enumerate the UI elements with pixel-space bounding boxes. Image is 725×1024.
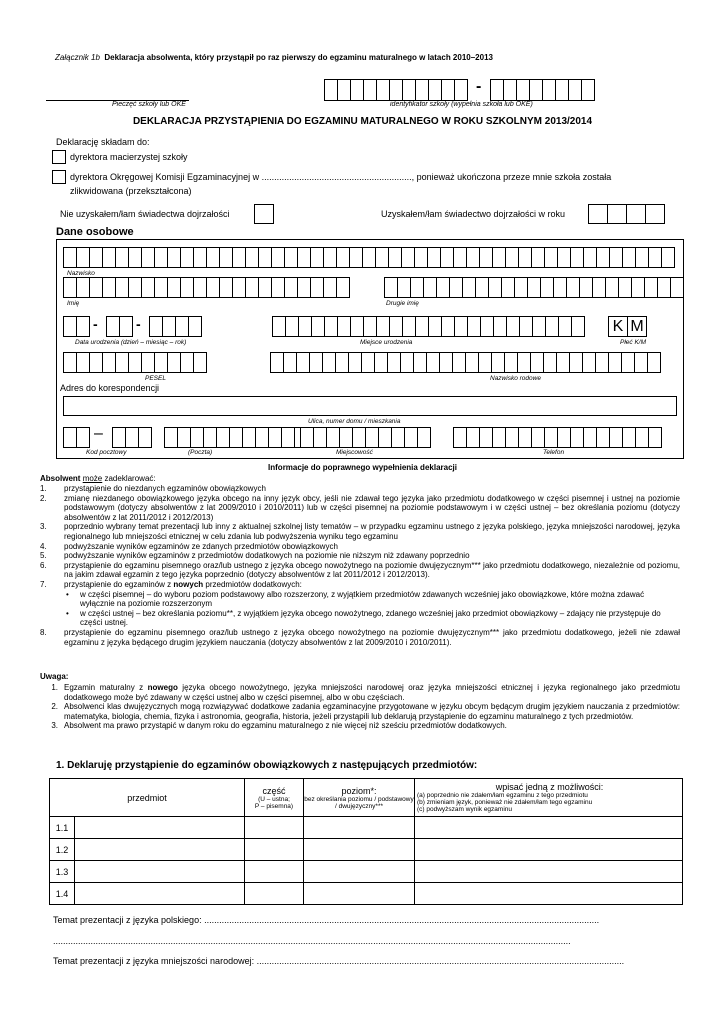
info-item-text: przystąpienie do egzaminów z nowych przedmiotów dodatkowych: bbox=[64, 579, 302, 589]
post-label: (Poczta) bbox=[188, 449, 213, 456]
birth-day-grid[interactable] bbox=[63, 316, 89, 337]
table-row bbox=[50, 817, 683, 839]
cert-year-grid[interactable] bbox=[588, 204, 664, 224]
level-cell[interactable] bbox=[304, 883, 415, 905]
city-grid[interactable] bbox=[300, 427, 430, 448]
notes-heading: Uwaga: bbox=[40, 672, 69, 681]
option-oke-director-label-2: zlikwidowana (przekształcona) bbox=[70, 186, 192, 196]
info-item: 2. zmianę niezdanego obowiązkowego języka obcego na inny język obcy, jeśli nie zdawał tego języka jako przedmiotu dodatkowego w części pisemnej i ustnej na poziomie podstawowym (dotyczy absolwentów z lat 2009/2010 i 2010/2011) lub w części pisemnej na poziomie podstawowym i w części ustnej – bez określania poziomu (dotyczy absolwentów z lat 2011/2012 i 2012/2013) bbox=[40, 493, 680, 522]
postal-code-a-grid[interactable] bbox=[63, 427, 89, 448]
subject-cell[interactable] bbox=[75, 817, 245, 839]
cert-not-obtained-box[interactable] bbox=[254, 204, 274, 224]
sex-m-box[interactable]: M bbox=[627, 316, 647, 337]
subject-cell[interactable] bbox=[75, 861, 245, 883]
postal-code-label: Kod pocztowy bbox=[86, 449, 127, 456]
row-number: 1.1 bbox=[50, 817, 75, 839]
sex-label: Płeć K/M bbox=[620, 339, 647, 346]
info-item: 7. przystąpienie do egzaminów z nowych przedmiotów dodatkowych: bbox=[40, 580, 680, 590]
attachment-header bbox=[55, 53, 493, 62]
first-name-label: Imię bbox=[67, 300, 80, 307]
info-bullet: • w części pisemnej – do wyboru poziom podstawowy albo rozszerzony, z wyjątkiem przedmiotów zdawanych wcześniej jako obowiązkowe, które można zdawać wyłącznie na poziomie rozszerzonym bbox=[66, 589, 645, 609]
birth-year-grid[interactable] bbox=[149, 316, 201, 337]
city-label: Miejscowość bbox=[336, 449, 373, 456]
pesel-grid[interactable] bbox=[63, 352, 206, 373]
submit-intro: Deklarację składam do: bbox=[56, 137, 150, 147]
birth-month-grid[interactable] bbox=[106, 316, 132, 337]
note-item: 1. Egzamin maturalny z nowego języka obcego nowożytnego, języka mniejszości narodowej oraz języka mniejszości etnicznej i języka regionalnego jako przedmiotu dodatkowego może być zdawany w części ustnej albo w części pisemnej, albo w obu częściach. bbox=[51, 683, 681, 702]
info-item: 1. przystąpienie do niezdanych egzaminów obowiązkowych bbox=[40, 484, 266, 493]
cert-obtained-label: Uzyskałem/łam świadectwo dojrzałości w roku bbox=[381, 209, 566, 219]
info-item: 3. poprzednio wybrany temat prezentacji lub inny z aktualnej szkolnej listy tematów – w przypadku egzaminu ustnego z języka polskiego, języka mniejszości narodowej, języka regionalnego lub mniejszości etnicznej w celu zdania lub podwyższenia wyniku tego egzaminu bbox=[40, 522, 680, 541]
note-item: 3. Absolwent ma prawo przystąpić w danym roku do egzaminu maturalnego z nie więcej niż sześciu przedmiotów dodatkowych. bbox=[51, 721, 507, 731]
phone-label: Telefon bbox=[543, 449, 565, 456]
col-choice-header: wpisać jedną z możliwości: (a) poprzednio nie zdałem/łam egzaminu z tego przedmiotu (b) zmieniam język, ponieważ nie zdałem/łam tego egzaminu (c) podwyższam wynik egzaminu bbox=[415, 779, 683, 817]
post-grid[interactable] bbox=[164, 427, 307, 448]
note-item: 2. Absolwenci klas dwujęzycznych mogą rozwiązywać dodatkowe zadania egzaminacyjne przygotowane w języku obcym będącym drugim językiem nauczania z przedmiotów: matematyka, biologia, chemia, fizyka i astronomia, geografia, historia, jeżeli przystąpili lub deklarują przystąpienie do egzaminu maturalnego z tych przedmiotów. bbox=[51, 702, 680, 721]
part-cell[interactable] bbox=[245, 839, 304, 861]
option-oke-director-checkbox[interactable] bbox=[52, 170, 66, 184]
section1-heading: 1. Deklaruję przystąpienie do egzaminów obowiązkowych z następujących przedmiotów: bbox=[56, 760, 478, 771]
school-id-grid-a[interactable] bbox=[324, 79, 467, 101]
second-name-label: Drugie imię bbox=[386, 300, 419, 307]
info-heading: Informacje do poprawnego wypełnienia deklaracji bbox=[268, 463, 457, 472]
choice-cell[interactable] bbox=[415, 817, 683, 839]
level-cell[interactable] bbox=[304, 817, 415, 839]
level-cell[interactable] bbox=[304, 839, 415, 861]
part-cell[interactable] bbox=[245, 883, 304, 905]
first-name-grid[interactable] bbox=[63, 277, 349, 298]
info-intro: Absolwent może zadeklarować: bbox=[40, 474, 156, 483]
bullet-icon: • bbox=[66, 589, 69, 599]
birth-date-label: Data urodzenia (dzień – miesiąc – rok) bbox=[75, 339, 187, 346]
birth-dash-1: - bbox=[93, 316, 98, 332]
subject-cell[interactable] bbox=[75, 839, 245, 861]
row-number: 1.3 bbox=[50, 861, 75, 883]
col-part-header: część (U – ustna; P – pisemna) bbox=[245, 779, 304, 817]
postal-dash: – bbox=[94, 425, 103, 442]
attachment-title: Deklaracja absolwenta, który przystąpił po raz pierwszy do egzaminu maturalnego w latach 2010–2013 bbox=[104, 53, 493, 62]
birth-place-label: Miejsce urodzenia bbox=[360, 339, 413, 346]
school-id-grid-b[interactable] bbox=[490, 79, 594, 101]
personal-heading: Dane osobowe bbox=[56, 226, 134, 238]
table-row bbox=[50, 839, 683, 861]
part-cell[interactable] bbox=[245, 817, 304, 839]
school-id-dash: - bbox=[476, 78, 482, 95]
option-oke-director-label: dyrektora Okręgowej Komisji Egzaminacyjnej w ............................................................, ponieważ ukończona przeze mnie szkoła została bbox=[70, 172, 612, 182]
stamp-caption: Pieczęć szkoły lub OKE bbox=[112, 101, 186, 108]
option-school-director-checkbox[interactable] bbox=[52, 150, 66, 164]
phone-grid[interactable] bbox=[453, 427, 661, 448]
table-row bbox=[50, 883, 683, 905]
info-item: 4. podwyższanie wyników egzaminów ze zdanych przedmiotów obowiązkowych bbox=[40, 541, 338, 551]
birth-place-grid[interactable] bbox=[272, 316, 584, 337]
surname-grid[interactable] bbox=[63, 247, 674, 268]
birth-dash-2: - bbox=[136, 316, 141, 332]
street-label: Ulica, numer domu / mieszkania bbox=[308, 418, 401, 425]
subjects-table bbox=[49, 778, 683, 905]
address-heading: Adres do korespondencji bbox=[60, 383, 160, 393]
cert-not-obtained-label: Nie uzyskałem/łam świadectwa dojrzałości bbox=[60, 209, 230, 219]
attachment-label: Załącznik 1b bbox=[55, 53, 100, 62]
street-field[interactable] bbox=[63, 396, 677, 416]
school-id-caption: identyfikator szkoły (wypełnia szkoła lub OKE) bbox=[390, 101, 533, 108]
surname-label: Nazwisko bbox=[67, 270, 95, 277]
sex-k-box[interactable]: K bbox=[608, 316, 628, 337]
notes-list bbox=[40, 683, 680, 731]
choice-cell[interactable] bbox=[415, 839, 683, 861]
table-row bbox=[50, 861, 683, 883]
info-bullet: • w części ustnej – bez określania poziomu**, z wyjątkiem języka obcego nowożytnego, zdanego wcześniej jako przedmiot obowiązkowy – zdający nie przystępuje do części ustnej. bbox=[66, 608, 661, 628]
polish-presentation-field[interactable]: Temat prezentacji z języka polskiego: .............................................................................................................................................................. bbox=[53, 915, 600, 925]
bullet-icon: • bbox=[66, 608, 69, 618]
option-school-director-label: dyrektora macierzystej szkoły bbox=[70, 152, 188, 162]
part-cell[interactable] bbox=[245, 861, 304, 883]
personal-data-frame bbox=[56, 239, 684, 459]
maiden-name-grid[interactable] bbox=[270, 352, 660, 373]
level-cell[interactable] bbox=[304, 861, 415, 883]
second-name-grid[interactable] bbox=[384, 277, 683, 298]
col-subject-header: przedmiot bbox=[50, 779, 245, 817]
row-number: 1.4 bbox=[50, 883, 75, 905]
page-title: DEKLARACJA PRZYSTĄPIENIA DO EGZAMINU MATURALNEGO W ROKU SZKOLNYM 2013/2014 bbox=[132, 116, 593, 127]
info-item: 6. przystąpienie do egzaminu pisemnego oraz/lub ustnego z języka obcego nowożytnego na poziomie dwujęzycznym*** jako przedmiotu dodatkowego, niezależnie od poziomu, na jakim zdawał egzamin z tego języka poprzednio (dotyczy absolwentów z lat 2011/2012 i 2012/2013). bbox=[40, 560, 680, 580]
polish-presentation-continuation[interactable]: ............................................................................................................................................................................................................... bbox=[53, 936, 571, 946]
pesel-label: PESEL bbox=[145, 375, 166, 382]
choice-cell[interactable] bbox=[415, 883, 683, 905]
info-item: 5. podwyższanie wyników egzaminów z przedmiotów dodatkowych na poziomie nie niższym niż zdawany poprzednio bbox=[40, 551, 470, 561]
postal-code-b-grid[interactable] bbox=[112, 427, 151, 448]
subject-cell[interactable] bbox=[75, 883, 245, 905]
row-number: 1.2 bbox=[50, 839, 75, 861]
col-level-header: poziom*: bez określania poziomu / podstawowy / dwujęzyczny*** bbox=[304, 779, 415, 817]
choice-cell[interactable] bbox=[415, 861, 683, 883]
info-item: 8. przystąpienie do egzaminu pisemnego oraz/lub ustnego z języka obcego nowożytnego na poziomie dwujęzycznym*** jako przedmiotu dodatkowego, jeżeli nie zdawał egzaminu z języka będącego drugim językiem nauczania (dotyczy absolwentów z lat 2009/2010 i 2010/2011). bbox=[40, 627, 680, 647]
maiden-name-label: Nazwisko rodowe bbox=[490, 375, 541, 382]
minority-presentation-field[interactable]: Temat prezentacji z języka mniejszości narodowej: ................................................................................................................................................... bbox=[53, 956, 625, 966]
info-list bbox=[40, 484, 680, 647]
